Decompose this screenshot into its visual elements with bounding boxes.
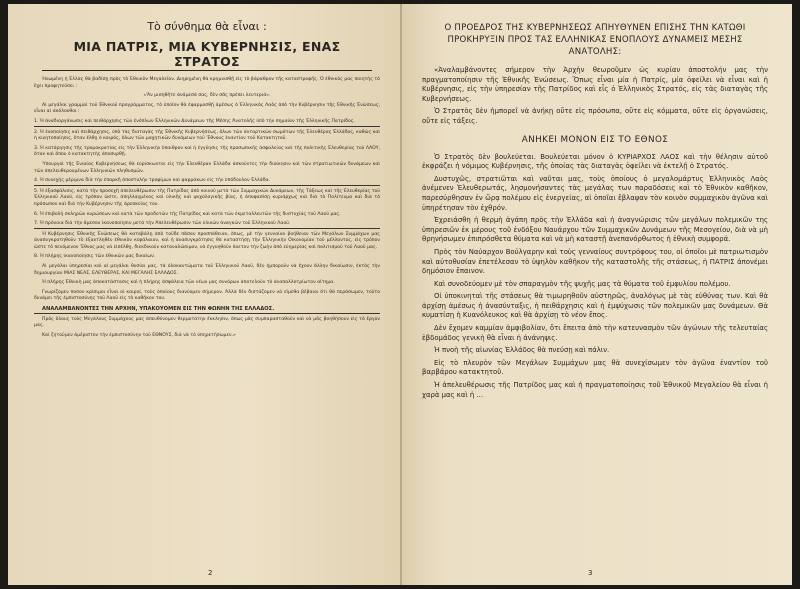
- left-paragraph: Ἡνωμένη ἡ Ἑλλὰς θὰ βαδίσῃ πρὸς τὸ Ἐθνικὸν Μεγαλεῖον. Διηρημένη θὰ κρημνισθῇ εἰς τὸ βάραθρον τῆς καταστροφῆς. Ὁ ἐθνικὸς μας ποιητὴς τὸ ἔχει προφητεύσει :: [34, 77, 380, 89]
- program-item: 7. Ἡ πρόνοια διὰ τὴν ἄμεσον ἱκανοποίησιν μετὰ τὴν Ἀπελευθέρωσιν τῶν ὑλικῶν ἀναγκῶν τοῦ Ἑλληνικοῦ Λαοῦ.: [34, 221, 380, 229]
- left-paragraph: Ἡ Κυβέρνησις Ἐθνικῆς Ἑνώσεως θὰ καταβάλῃ ἀπὸ τοῦδε πᾶσαν προσπάθειαν, ὅπως, μὲ τὴν γενναίαν βοήθειαν τῶν Μεγάλων Συμμάχων μας ἀνασυγκροτηθοῦν τὸ ἐξαντληθὲν ἐθνικὸν κεφάλαιον, καὶ ἡ ἀνασυγκρότησις θὰ καταστήσῃ τὴν Ἑλληνικὴν Οἰκονομίαν τοῦ μέλλοντος, εἰς τρόπον ὥστε τὸ πενόμενον Ἔθνος μας νὰ εἰσέλθῃ, διεκδικοῦν καταναλώσιμον, νὰ ἐγγυηθοῦν ἄνετον τὴν ζωὴν ἀπὸ εὐημερίας καὶ πολιτισμοῦ τοῦ Λαοῦ μας.: [34, 231, 380, 250]
- left-paragraph: Αἱ μεγάλαι γραμμαὶ τοῦ Ἐθνικοῦ προγράμματος, τὸ ὁποῖον θὰ ἐφαρμοσθῇ ἀμέσως ὁ Ἑλληνικὸς Λαὸς ἀπὸ τὴν Κυβέρνησιν τῆς Ἐθνικῆς Ἑνώσεως, εἶναι αἱ ἀκόλουθοι :: [34, 102, 380, 115]
- right-paragraph: «Ἀναλαμβάνοντες σήμερον τὴν Ἀρχὴν θεωροῦμεν ὡς κυρίαν ἀποστολήν μας τὴν πραγματοποίησιν τῆς Ἐθνικῆς Ἑνώσεως. Ὅπως εἶναι μία ἡ Πατρίς, μία ὀφείλει νὰ εἶναι καὶ ἡ Κυβέρνησις, εἰς τὴν ὑπηρεσίαν τῆς Πατρίδος καὶ εἷς ὁ Ἑλληνικὸς Στρατός, εἰς τὰς διαταγὰς τῆς Κυβερνήσεως.: [422, 66, 768, 103]
- left-paragraph: «Ἂν μισηθῆτε ἀνάμεσά σας, δὲν σᾶς πρέπει λευτεριά».: [143, 93, 271, 99]
- left-paragraph: Πρὸς ὅλους τοὺς Μεγάλους Συμμάχους μας ἀπευθύνομεν θερμοτάτην ἔκκλησιν, ὅπως μᾶς συμπαρασταθοῦν καὶ νὰ μᾶς βοηθήσουν εἰς τὸ ἔργον μας.: [34, 316, 380, 329]
- program-item: 4. Ἡ συνεχὴς μέριμνα διὰ τὴν ἐπαρκῆ ἀποστολὴν τροφίμων καὶ φαρμάκων εἰς τὴν ὑπόδουλον Ἑλλάδα.: [34, 178, 380, 186]
- document-spread: [8, 4, 792, 585]
- left-paragraph: Καὶ ζητοῦμεν ἀμέριστον τὴν ἐμπιστοσύνην τοῦ ΕΘΝΟΥΣ, διὰ νὰ τὸ ὑπηρετήσωμεν.»: [42, 332, 236, 338]
- right-paragraph: Δὲν ἔχομεν καμμίαν ἀμφιβολίαν, ὅτι ἔπειτα ἀπὸ τὴν κατευνασμὸν τῶν ἀγώνων τῆς τελευταίας ἑβδομάδος γενικὴ θὰ εἶναι ἡ ἀνάνηψις.: [422, 324, 768, 342]
- right-paragraph: Ὁ Στρατὸς δὲν βουλεύεται. Βουλεύεται μόνον ὁ ΚΥΡΙΑΡΧΟΣ ΛΑΟΣ καὶ τὴν θέλησιν αὐτοῦ ἐκφράζει ἡ νόμιμος Κυβέρνησις, τῆς ὁποίας τὰς διαταγὰς ὀφείλει νὰ ἐκτελῇ ὁ Στρατός.: [422, 152, 768, 171]
- right-paragraph: Ὁ Στρατὸς δὲν ἠμπορεῖ νὰ ἀνήκῃ οὔτε εἰς πρόσωπα, οὔτε εἰς κόμματα, οὔτε εἰς ὀργανώσεις, οὔτε εἰς τάξεις.: [422, 107, 768, 125]
- left-page-body: [34, 77, 380, 339]
- left-paragraph: Αἱ μεγάλαι ὑπηρεσίαι καὶ αἱ μεγάλαι θυσίαι μας, τὰ ὁλοκαυτώματα τοῦ Ἑλληνικοῦ Λαοῦ, δὲν ἠμποροῦν νὰ ἔχουν ἄλλην δικαίωσιν, ἐκτὸς τὴν δημιουργίαν ΜΙΑΣ ΝΕΑΣ, ΕΛΕΥΘΕΡΑΣ, ΚΑΙ ΜΕΓΑΛΗΣ ΕΛΛΑΔΟΣ.: [34, 264, 380, 276]
- right-page-body-bottom: [422, 153, 768, 401]
- left-page: [8, 4, 400, 585]
- left-page-heading: Τὸ σύνθημα θὰ εἶναι :: [147, 20, 267, 33]
- right-paragraph: Πρὸς τὸν Ναύαρχον Βούλγαρην καὶ τοὺς γενναίους συντρόφους του, οἱ ὁποῖοι μὲ πατριωτισμὸν καὶ αὐτοθυσίαν ἐπετέλεσαν τὸ ὑψηλὸν καθῆκον τῆς καταστολῆς τῆς στάσεως, ἡ ΠΑΤΡΙΣ ἀπονέμει δημόσιον ἔπαινον.: [422, 247, 768, 276]
- left-page-title: ΜΙΑ ΠΑΤΡΙΣ, ΜΙΑ ΚΥΒΕΡΝΗΣΙΣ, ΕΝΑΣ ΣΤΡΑΤΟΣ: [42, 39, 372, 71]
- right-paragraph: Καὶ συνοδεύομεν μὲ τὸν σπαραγμὸν τῆς ψυχῆς μας τὰ θύματα τοῦ ἐμφυλίου πολέμου.: [434, 279, 731, 288]
- right-paragraph: Ἐχρειάσθη ἡ θερμὴ ἀγάπη πρὸς τὴν Ἑλλάδα καὶ ἡ ἀναγνώρισις τῶν μεγάλων πολεμικῶν της ὑπηρεσιῶν ἐκ μέρους τοῦ ἐνδόξου Ναυάρχου τῶν Συμμαχικῶν Δυνάμεων τῆς Μεσογείου, διὰ νὰ μὴ θρηνήσωμεν ἐπιπρόσθετα θύματα καὶ νὰ μὴ καταστῇ ἀνεπανόρθωτος ἡ ἐθνικὴ συμφορά.: [422, 216, 768, 244]
- program-item: 6. Ἡ ἐπιβολὴ σκληρῶν κυρώσεων καὶ κατὰ τῶν προδοτῶν τῆς Πατρίδος καὶ κατὰ τῶν ἐκμεταλλευτῶν τῆς δυστυχίας τοῦ Λαοῦ μας.: [34, 211, 341, 217]
- right-page-number: 3: [588, 569, 593, 577]
- program-item: 1. Ἡ ἀναδιοργάνωσις καὶ πειθάρχησις τῶν ἐνόπλων Ἑλληνικῶν Δυνάμεων τῆς Μέσης Ἀνατολῆς ὑπὸ τὴν σημαίαν τῆς Ἑλληνικῆς Πατρίδος.: [34, 119, 380, 127]
- page-fold: [400, 4, 402, 585]
- left-paragraph: Γνωρίζομεν ποσον κρίσιμοι εἶναι οἱ καιροί, τοὺς ὁποίους διανύομεν σήμερον. Ἀλλὰ δὲν διστάζομεν νὰ εἴμεθα βέβαιοι ὅτι θὰ περάσωμεν, τοῦτο δυνάμει τῆς ἐμπιστοσύνης τοῦ Λαοῦ εἰς τὸ καθῆκον του.: [34, 289, 380, 302]
- left-page-number: 2: [208, 569, 213, 577]
- left-paragraph-emphasis: ΑΝΑΛΑΜΒΑΝΟΝΤΕΣ ΤΗΝ ΑΡΧΗΝ, ΥΠΑΚΟΥΟΜΕΝ ΕΙΣ ΤΗΝ ΦΩΝΗΝ ΤΗΣ ΕΛΛΑΔΟΣ.: [34, 306, 380, 314]
- left-paragraph: Ὑπουργοὶ τῆς Ἑνιαίας Κυβερνήσεως θὰ εὑρίσκωνται εἰς τὴν Ἐλευθέραν Ἑλλάδα ἀσκοῦντες τὴν διοίκησιν καὶ τῶν στρατιωτικῶν δυνάμεων καὶ τῶν ἀπελευθερουμένων Ἑλληνικῶν πληθυσμῶν.: [34, 161, 380, 174]
- program-item: 2. Ἡ ἐνοποίησις καὶ πειθάρχησις, ὑπὸ τὰς διαταγὰς τῆς Ἐθνικῆς Κυβερνήσεως, ὅλων τῶν ἀνταρτικῶν σωμάτων τῆς Ἐλευθέρας Ἑλλάδος, καθὼς καὶ ἡ κινητοποίησις, ὅταν ἔλθῃ ὁ καιρός, ὅλων τῶν μαχητικῶν δυνάμεων τοῦ Ἔθνους ἐναντίον τοῦ Κατακτητοῦ.: [34, 129, 380, 142]
- right-paragraph: Ἡ ἀπελευθέρωσις τῆς Πατρίδος μας καὶ ἡ πραγματοποίησις τοῦ Ἐθνικοῦ Μεγαλείου θὰ εἶναι ἡ χαρὰ μας καὶ ἡ ...: [422, 381, 768, 399]
- right-paragraph: Εἰς τὸ πλευρὸν τῶν Μεγάλων Συμμάχων μας θὰ συνεχίσωμεν τὸν ἀγῶνα ἐναντίον τοῦ βαρβάρου κατακτητοῦ.: [422, 358, 768, 377]
- right-page-subheading: ΑΝΗΚΕΙ ΜΟΝΟΝ ΕΙΣ ΤΟ ΕΘΝΟΣ: [521, 134, 669, 145]
- right-paragraph: Δυστυχῶς, στρατιῶται καὶ ναῦται μας, τοὺς ὁποίους ὁ μεγαλομάρτυς Ἑλληνικὸς Λαὸς ἀνέμενεν Ἐλευθερωτάς, λησμονήσαντες τὰς μεγάλας των παραδόσεις καὶ τὸ Ἐθνικὸν καθῆκον, παρεσύρθησαν ἐν ὥρᾳ πολέμου εἰς ἐνεργείας, αἱ ὁποῖαι ἔβλαψαν τὸν κοινὸν συμμαχικὸν ἀγῶνα καὶ ὑπηρέτησαν τὸν ἐχθρόν.: [422, 174, 768, 212]
- left-paragraph: Ἡ πλήρης Ἐθνικὴ μας ἀποκατάστασις καὶ ἡ πλήρης ἀσφάλεια τῶν νέων μας συνόρων ἀποτελοῦν τὸ ἀναπαλλοτρίωτον αἴτημα.: [42, 280, 335, 286]
- program-item: 5. Ἡ ἐξασφάλισις, κατὰ τὴν προσεχῆ ἀπελευθέρωσιν τῆς Πατρίδος ἀπὸ κοινοῦ μετὰ τῶν Συμμαχικῶν Δυνάμεων, τῆς Τάξεως καὶ τῆς Ἐλευθερίας τοῦ Ἑλληνικοῦ Λαοῦ, εἰς τρόπον ὥστε, ἀπηλλαγμένος καὶ ὑλικῆς καὶ ψυχολογικῆς βίας, ἡ ἀποφασίσῃ κυριάρχως καὶ διὰ τὸ Πολίτευμα καὶ διὰ τὸ πρόσωπον καὶ διὰ τὴν Κυβέρνησιν τῆς ἀρεσκείας του.: [34, 188, 380, 207]
- right-page: [400, 4, 792, 585]
- program-item: 3. Ἡ κατάργησις τῆς τρομοκρατίας εἰς τὴν Ἑλληνικὴν ὕπαιθρον καὶ ἡ ἐγγύησις τῆς προσωπικῆς ἀσφαλείας καὶ τῆς πολιτικῆς Ἐλευθερίας τοῦ ΛΑΟΥ, ὅταν καὶ ὅπου ὁ κατακτητὴς ἀποσυρθῇ.: [34, 145, 380, 158]
- right-paragraph: Οἱ ὑποκινηταὶ τῆς στάσεως θὰ τιμωρηθοῦν αὐστηρῶς, ἀναλόγως μὲ τὰς εὐθύνας των. Καὶ θὰ ἀρχίσῃ ἀμέσως ἡ ἀνασύνταξις, ἡ πειθάρχησις καὶ ἡ ἐμψύχωσις τῶν πολεμικῶν μας δυνάμεων. Θὰ κυματίσῃ ἡ Κυανόλευκος καὶ θὰ ἀρχίσῃ τὸ νέον ἔπος.: [422, 292, 768, 320]
- right-page-heading: Ο ΠΡΟΕΔΡΟΣ ΤΗΣ ΚΥΒΕΡΝΗΣΕΩΣ ΑΠΗΥΘΥΝΕΝ ΕΠΙΣΗΣ ΤΗΝ ΚΑΤΩΘΙ ΠΡΟΚΗΡΥΞΙΝ ΠΡΟΣ ΤΑΣ ΕΛΛΗΝΙΚΑΣ ΕΝΟΠΛΟΥΣ ΔΥΝΑΜΕΙΣ ΜΕΣΗΣ ΑΝΑΤΟΛΗΣ:: [444, 23, 746, 57]
- right-paragraph: Ἡ πνοὴ τῆς αἰωνίας Ἑλλάδος θὰ πνεύσῃ καὶ πάλιν.: [434, 346, 610, 355]
- right-page-body-top: [422, 66, 768, 127]
- program-item: 8. Ἡ πλήρης ἱκανοποίησις τῶν ἐθνικῶν μας δικαίων.: [34, 254, 156, 260]
